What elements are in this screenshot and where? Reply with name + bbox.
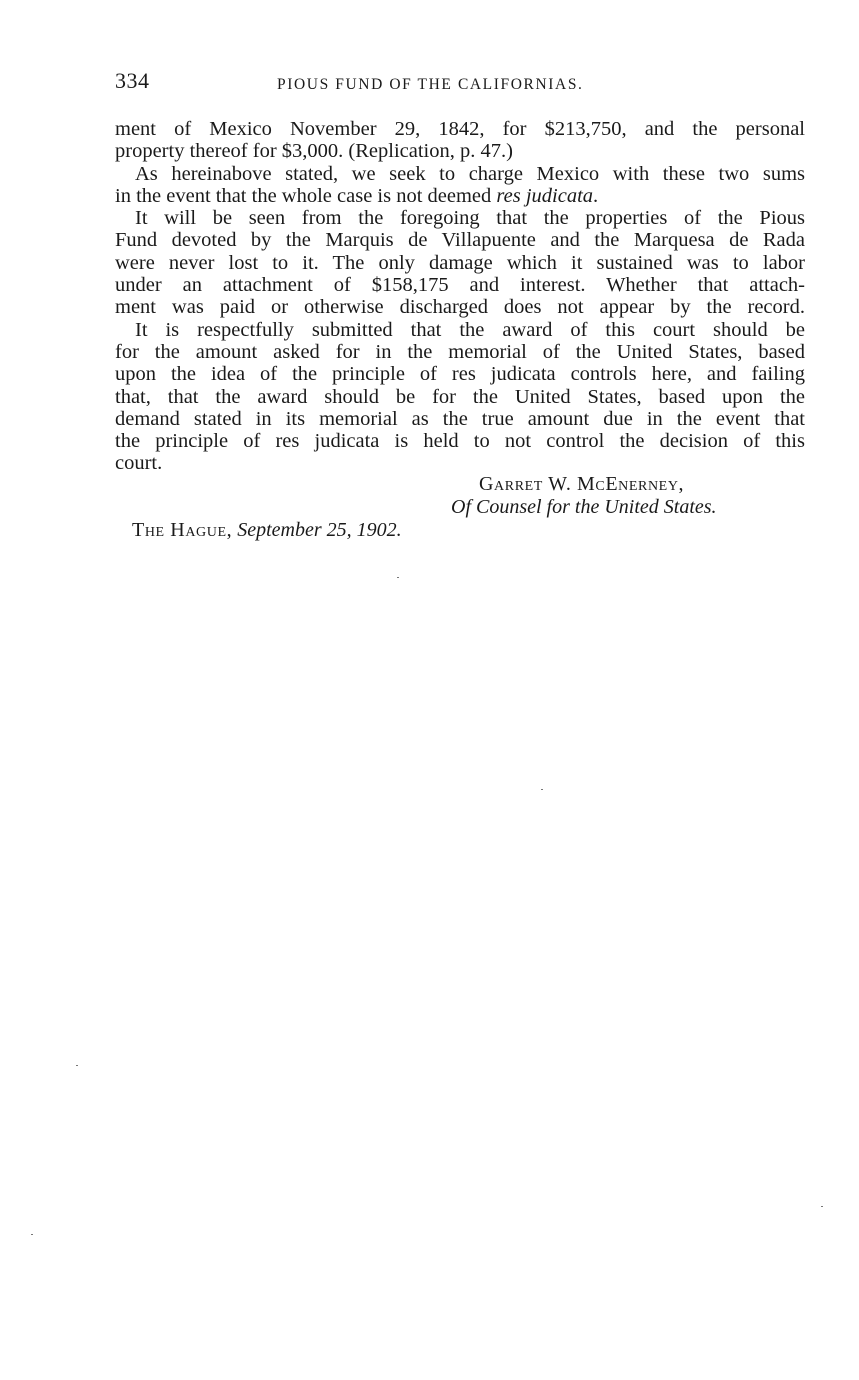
date: September 25, 1902. [237,519,402,541]
text-line: As hereinabove stated, we seek to charge Mexico with these two sums [135,162,805,185]
text-line: property thereof for $3,000. (Replication, p. 47.) [115,140,513,163]
paragraph-2 [115,163,805,208]
text-run: in the event that the whole case is not deemed [115,184,497,207]
text-run: . [593,184,599,207]
scan-speck [541,789,543,790]
text-line: ment was paid or otherwise discharged does not appear by the record. [115,296,805,319]
paragraph-4 [115,319,805,475]
scan-speck [397,577,399,578]
text-line: for the amount asked for in the memorial of the United States, based [115,340,805,363]
place-date-line [132,519,402,542]
body-text [115,118,805,475]
scan-speck [76,1065,78,1066]
text-line: Fund devoted by the Marquis de Villapuente and the Marquesa de Rada [115,229,805,252]
text-line: It will be seen from the foregoing that the properties of the Pious [135,207,805,230]
text-line: ment of Mexico November 29, 1842, for $213,750, and the personal [115,118,805,140]
page-number: 334 [115,68,150,93]
text-line: the principle of res judicata is held to not control the decision of this [115,430,805,453]
text-line: demand stated in its memorial as the true amount due in the event that [115,407,805,430]
text-line: upon the idea of the principle of res judicata controls here, and failing [115,363,805,386]
running-title: PIOUS FUND OF THE CALIFORNIAS. [277,76,584,93]
text-line: under an attachment of $158,175 and interest. Whether that attach- [115,274,805,297]
italic-term: res judicata [496,184,594,207]
paragraph-1 [115,118,805,163]
place: The Hague, [132,519,233,541]
signatory-name: Garret W. McEnerney, [479,473,685,495]
scan-speck [31,1234,33,1235]
text-line: that, that the award should be for the United States, based upon the [115,385,805,408]
running-head [115,68,805,98]
paragraph-3 [115,207,805,318]
text-line: It is respectfully submitted that the award of this court should be [135,318,805,341]
scan-speck [821,1206,823,1207]
text-line: were never lost to it. The only damage which it sustained was to labor [115,251,805,274]
signatory-role: Of Counsel for the United States. [451,496,717,518]
text-line: court. [115,452,163,475]
text-line [115,185,805,207]
